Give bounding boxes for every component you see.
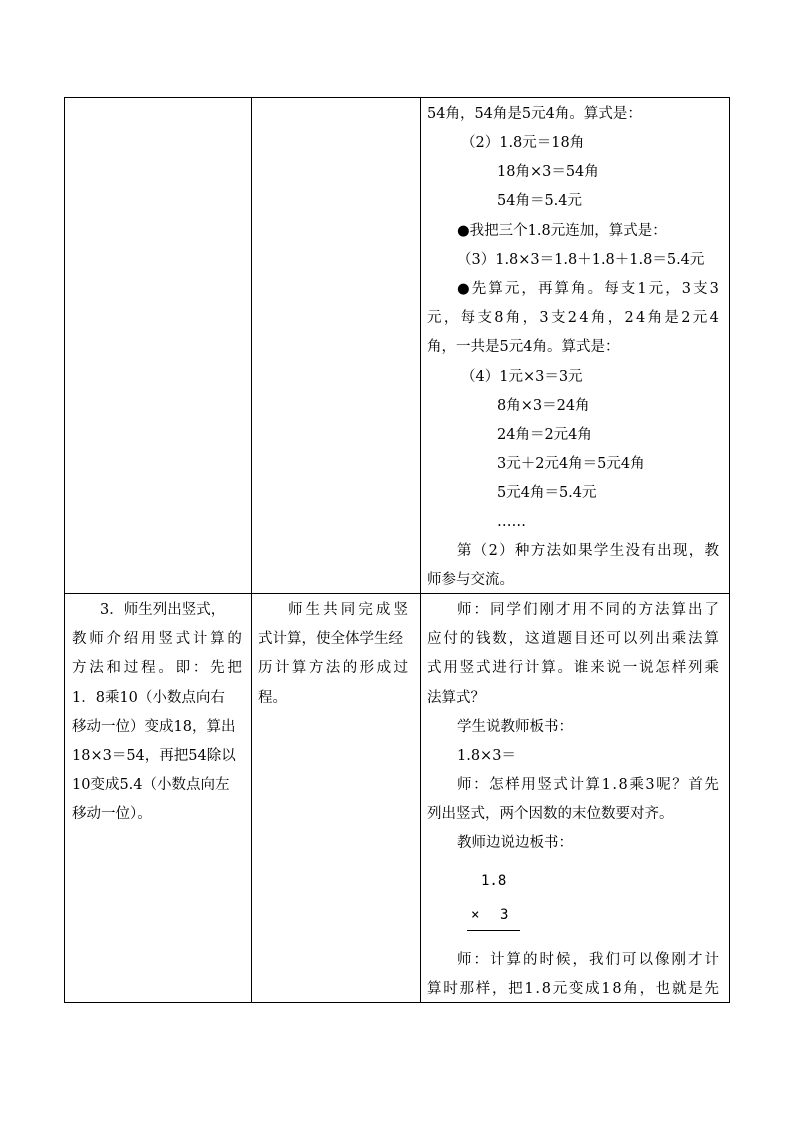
design-intent-line: 式计算，使全体学生经 (258, 631, 403, 647)
activity-line: …… (497, 514, 526, 530)
activity-line: 师参与交流。 (427, 572, 514, 588)
design-intent-line: 历 计 算 方 法 的 形 成 过 (258, 660, 408, 676)
row2-design-intent-cell (258, 600, 414, 740)
column-divider-1 (251, 98, 252, 1002)
design-intent-line: 师 生 共 同 完 成 竖 (288, 602, 408, 618)
teacher-activity-line: 18×3＝54，再把54除以 (72, 748, 236, 764)
row-divider (65, 593, 729, 594)
activity-line: 算 时 那 样 ， 把 1 . 8 元 变 成 1 8 角 ， 也 就 是 先 (427, 981, 719, 997)
activity-line: 54角＝5.4元 (497, 193, 583, 209)
activity-line: ● 先 算 元 ， 再 算 角 。 每 支 1 元 ， 3 支 3 (457, 281, 719, 297)
activity-line: 教师边说边板书： (457, 835, 573, 851)
teacher-activity-line: 教 师 介 绍 用 竖 式 计 算 的 (72, 631, 242, 647)
activity-line: ●我把三个1.8元连加，算式是： (457, 223, 667, 239)
vertical-underline (467, 930, 520, 931)
vertical-multiply-sign: × (471, 907, 480, 923)
activity-line: （3）1.8×3＝1.8＋1.8＋1.8＝5.4元 (457, 252, 705, 268)
activity-line: 元 ， 每 支 8 角 ， 3 支 2 4 角 ， 2 4 角 是 2 元 4 (427, 310, 719, 326)
activity-line: 师 ： 计 算 的 时 候 ， 我 们 可 以 像 刚 才 计 (457, 952, 719, 968)
activity-line: 8角×3＝24角 (497, 398, 590, 414)
activity-line: 5元4角＝5.4元 (497, 485, 597, 501)
teacher-activity-line: 方 法 和 过 程 。 即 ： 先 把 (72, 660, 242, 676)
teacher-activity-line: 3．师生列出竖式， (100, 602, 226, 618)
activity-line: （2）1.8元＝18角 (461, 135, 585, 151)
activity-line: 第 （ 2 ） 种 方 法 如 果 学 生 没 有 出 现 ， 教 (457, 543, 719, 559)
vertical-top-factor: 1.8 (481, 873, 507, 889)
activity-line: 师 ： 怎 样 用 竖 式 计 算 1 . 8 乘 3 呢 ？ 首 先 (457, 777, 719, 793)
activity-line: 1.8×3＝ (457, 748, 516, 764)
design-intent-line: 程。 (258, 690, 287, 706)
activity-line: 列出竖式，两个因数的末位数要对齐。 (427, 806, 674, 822)
activity-line: 18角×3＝54角 (497, 164, 599, 180)
teacher-activity-line: 1．8乘10（小数点向右 (72, 690, 225, 706)
activity-line: 学生说教师板书： (457, 719, 573, 735)
vertical-bottom-factor: 3 (500, 907, 509, 923)
teacher-activity-line: 移动一位）变成18，算出 (72, 719, 236, 735)
activity-line: 24角＝2元4角 (497, 427, 592, 443)
column-divider-2 (420, 98, 421, 1002)
activity-line: 角，一共是5元4角。算式是： (427, 339, 620, 355)
teacher-activity-line: 移动一位）。 (72, 806, 152, 822)
activity-line: 3元＋2元4角＝5元4角 (497, 456, 645, 472)
activity-line: 应 付 的 钱 数 ， 这 道 题 目 还 可 以 列 出 乘 法 算 (427, 631, 719, 647)
activity-line: 54角，54角是5元4角。算式是： (427, 106, 642, 122)
row1-activity-cell (427, 104, 725, 592)
row2-activity-cell (427, 600, 725, 1002)
teacher-activity-line: 10变成5.4（小数点向左 (72, 777, 230, 793)
activity-line: 师 ： 同 学 们 刚 才 用 不 同 的 方 法 算 出 了 (457, 602, 719, 618)
activity-line: 法算式？ (427, 690, 485, 706)
activity-line: 式 用 竖 式 进 行 计 算 。 谁 来 说 一 说 怎 样 列 乘 (427, 660, 719, 676)
lesson-table (64, 97, 730, 1003)
activity-line: （4）1元×3＝3元 (461, 369, 583, 385)
row2-teacher-activity-cell (72, 600, 246, 860)
